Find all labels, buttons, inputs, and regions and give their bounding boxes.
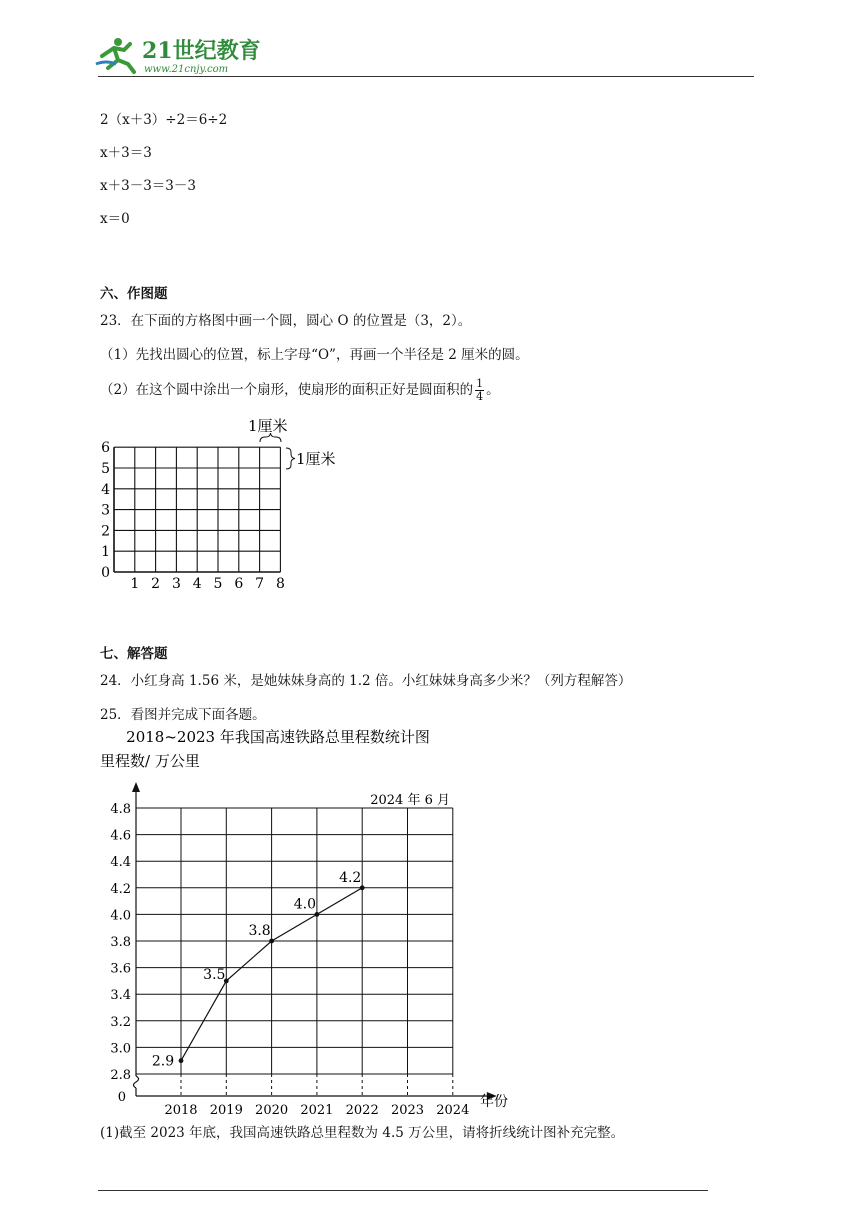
chart-y-tick-label: 3.4: [110, 988, 131, 1004]
chart-corner-note: 2024 年 6 月: [370, 793, 450, 808]
site-logo: [94, 34, 264, 76]
chart-x-tick-label: 2024: [436, 1103, 470, 1117]
question-23-part-1: （1）先找出圆心的位置，标上字母“O”，再画一个半径是 2 厘米的圆。: [100, 347, 529, 363]
grid-axis-labels: [101, 440, 285, 592]
grid-x-label: 8: [275, 576, 285, 592]
equation-line-3: x＋3－3＝3－3: [100, 178, 196, 194]
equation-line-1: 2（x＋3）÷2＝6÷2: [100, 112, 228, 128]
chart-y-tick-label: 4.8: [110, 802, 131, 817]
equation-line-2: x＋3＝3: [100, 145, 152, 161]
chart-y-zero-label: 0: [117, 1090, 126, 1105]
grid-x-label: 6: [234, 576, 244, 592]
railway-line-chart: [90, 722, 530, 1117]
chart-y-tick-label: 4.6: [110, 828, 131, 844]
grid-y-label: 1: [101, 544, 110, 561]
chart-y-tick-label: 4.4: [110, 855, 131, 871]
chart-axis-break-icon: [134, 1076, 139, 1088]
coordinate-grid: [96, 416, 356, 592]
chart-y-tick-label: 3.2: [110, 1014, 131, 1030]
chart-y-axis-arrow-icon: [132, 782, 140, 792]
chart-x-tick-label: 2023: [390, 1103, 425, 1117]
grid-x-label: 3: [171, 576, 181, 592]
chart-y-tick-label: 3.0: [110, 1041, 131, 1057]
question-25: 25．看图并完成下面各题。: [100, 707, 266, 723]
grid-x-label: 1: [130, 576, 140, 592]
grid-y-label: 3: [101, 502, 110, 519]
grid-y-label: 0: [101, 565, 110, 581]
grid-y-label: 4: [101, 481, 110, 498]
chart-data-label: 4.2: [339, 869, 362, 886]
grid-lines: [114, 447, 280, 572]
equation-line-4: x＝0: [100, 211, 130, 227]
chart-x-tick-label: 2022: [345, 1103, 379, 1117]
chart-y-axis-title: 里程数/ 万公里: [100, 752, 200, 770]
chart-y-tick-label: 3.8: [110, 935, 131, 950]
chart-x-tick-label: 2021: [300, 1103, 334, 1117]
section-heading-6: 六、作图题: [100, 286, 168, 302]
chart-data-point: [179, 1058, 184, 1063]
chart-data-label: 2.9: [151, 1053, 175, 1070]
cell-width-brace: [248, 417, 288, 442]
cell-width-label: 1厘米: [248, 417, 288, 435]
chart-data-point: [315, 912, 320, 917]
question-24: 24．小红身高 1.56 米，是她妹妹身高的 1.2 倍。小红妹妹身高多少米？（列方程解答）: [100, 673, 632, 689]
grid-x-label: 7: [255, 576, 265, 592]
grid-x-label: 2: [151, 576, 161, 592]
chart-data-point: [269, 939, 274, 944]
logo-url: www.21cnjy.com: [144, 64, 229, 75]
chart-y-tick-label: 3.6: [110, 961, 131, 977]
chart-data-point: [360, 885, 365, 890]
cell-height-label: 1厘米: [296, 450, 336, 468]
one-quarter-fraction: $\frac{1}{4}$: [476, 377, 484, 403]
chart-y-tick-label: 4.2: [110, 881, 131, 897]
grid-x-label: 4: [192, 576, 202, 592]
footer-divider: [98, 1190, 708, 1191]
chart-grid: [136, 808, 453, 1096]
logo-title: 21世纪教育: [142, 38, 261, 64]
question-23-part-2-text: （2）在这个圆中涂出一个扇形，使扇形的面积正好是圆面积的: [100, 382, 474, 398]
chart-data-label: 3.8: [248, 923, 271, 939]
header-divider: [98, 76, 754, 77]
chart-data-label: 4.0: [293, 896, 317, 913]
runner-logo-icon: [96, 38, 134, 72]
question-23-part-2: （2）在这个圆中涂出一个扇形，使扇形的面积正好是圆面积的 $\frac{1}{4}$ 。: [100, 377, 500, 403]
grid-x-label: 5: [213, 576, 223, 592]
chart-series: [152, 870, 365, 1070]
chart-y-tick-label: 2.8: [110, 1068, 131, 1083]
grid-y-label: 2: [101, 523, 110, 540]
question-23-stem: 23．在下面的方格图中画一个圆，圆心 O 的位置是（3，2）。: [100, 313, 472, 329]
section-heading-7: 七、解答题: [100, 646, 168, 662]
chart-y-tick-label: 4.0: [110, 908, 131, 924]
grid-y-label: 6: [101, 440, 110, 457]
grid-y-label: 5: [101, 461, 110, 477]
chart-x-axis-title: 年份: [480, 1094, 508, 1110]
chart-title: 2018~2023 年我国高速铁路总里程数统计图: [126, 728, 430, 746]
chart-x-tick-label: 2019: [209, 1103, 243, 1117]
chart-x-tick-label: 2020: [255, 1103, 289, 1117]
question-25-part-1: (1)截至 2023 年底，我国高速铁路总里程数为 4.5 万公里，请将折线统计图补充完整。: [100, 1125, 625, 1141]
cell-height-brace: [286, 448, 336, 469]
chart-x-tick-label: 2018: [164, 1103, 198, 1117]
chart-data-label: 3.5: [203, 966, 226, 983]
